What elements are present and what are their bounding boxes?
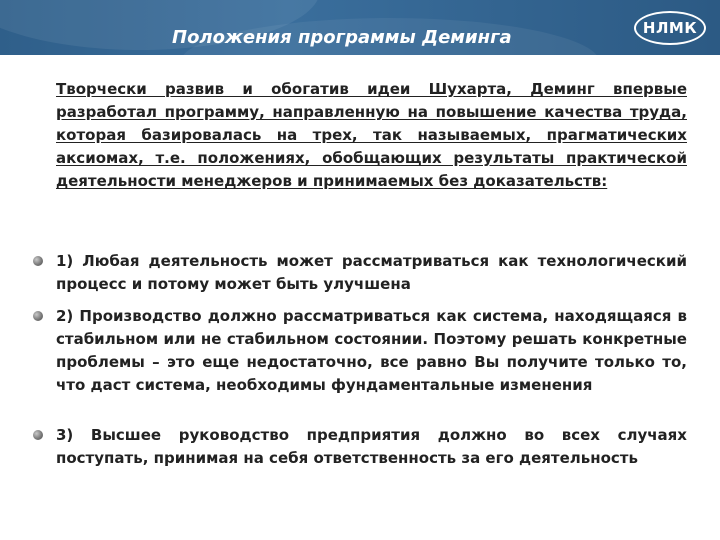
- bullet-item-2: 2) Производство должно рассматриваться как система, находящаяся в стабильном или не стабильном состоянии. Поэтому решать конкретные проблемы – это еще недостаточно, все равно Вы получите только то, что даст система, необходимы фундаментальные изменения: [56, 307, 687, 394]
- logo-text: НЛМК: [642, 19, 698, 37]
- bullet-icon: [33, 311, 43, 321]
- bullet-item-1: 1) Любая деятельность может рассматриваться как технологический процесс и потому может быть улучшена: [56, 252, 687, 293]
- bullet-item-3: 3) Высшее руководство предприятия должно во всех случаях поступать, принимая на себя ответственность за его деятельность: [56, 426, 687, 467]
- bullet-icon: [33, 430, 43, 440]
- nlmk-logo: [634, 11, 706, 45]
- bullet-icon: [33, 256, 43, 266]
- slide-title: Положения программы Деминга: [172, 27, 512, 48]
- intro-paragraph: Творчески развив и обогатив идеи Шухарта, Деминг впервые разработал программу, направленную на повышение качества труда, которая базировалась на трех, так называемых, прагматических аксиомах, т.е. положениях, обобщающих результаты практической деятельности менеджеров и принимаемых без доказательств:: [56, 80, 687, 190]
